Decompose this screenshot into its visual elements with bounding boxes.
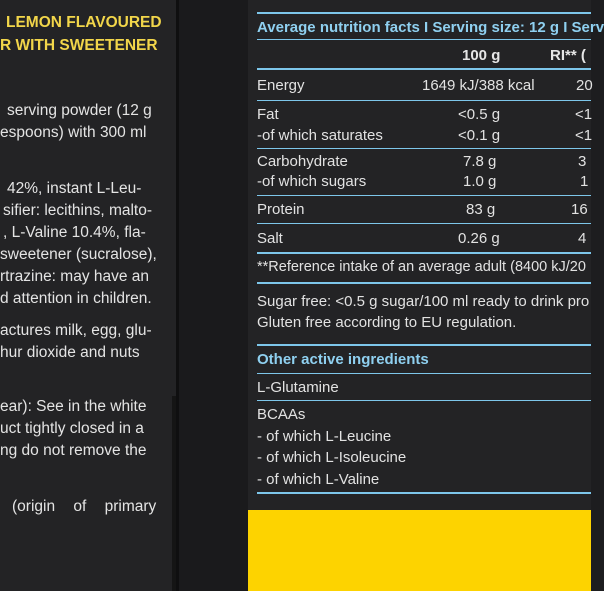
row-ri: <1 [575,106,593,123]
table-bottom-rule [257,282,591,284]
list-item: - of which L-Valine [257,471,380,488]
rule [257,68,591,70]
row-label: Fat [257,106,279,123]
row-value: 0.26 g [458,230,500,247]
text-line: actures milk, egg, glu- [0,322,152,339]
text-line: hur dioxide and nuts [0,344,140,361]
rule [257,100,591,101]
row-label: -of which sugars [257,173,367,190]
text-line: ng do not remove the [0,442,147,459]
sweetener-line: R WITH SWEETENER [0,37,158,54]
row-label: Protein [257,201,305,218]
row-value: 1.0 g [463,173,497,190]
row-value: 7.8 g [463,153,497,170]
row-ri: <1 [575,127,593,144]
row-value: 83 g [466,201,496,218]
rule [257,148,591,149]
row-ri: 1 [580,173,589,190]
rule [257,400,591,401]
list-item: - of which L-Isoleucine [257,449,407,466]
gluten-free-note: Gluten free according to EU regulation. [257,314,517,331]
text-line: ear): See in the white [0,398,147,415]
row-ri: 4 [578,230,587,247]
ingredient-bcaas: BCAAs [257,406,306,423]
rule [257,223,591,224]
rule [257,195,591,196]
package-fold [176,0,248,591]
rule [257,39,591,40]
table-bottom-rule [257,492,591,494]
text-line: d attention in children. [0,290,152,307]
row-ri: 3 [578,153,587,170]
row-value: <0.5 g [458,106,501,123]
nutrition-title: Average nutrition facts I Serving size: 12 g I Serv [257,19,604,36]
row-value: <0.1 g [458,127,501,144]
col-header-100g: 100 g [462,47,501,64]
text-line: serving powder (12 g [7,102,152,119]
text-line: , L-Valine 10.4%, fla- [3,224,146,241]
text-line: 42%, instant L-Leu- [7,180,142,197]
row-label: Energy [257,77,305,94]
list-item: - of which L-Leucine [257,428,392,445]
rule [257,344,591,346]
nutrition-panel [248,0,604,591]
flavour-line: LEMON FLAVOURED [6,14,162,31]
left-label-panel [0,0,176,591]
text-line: espoons) with 300 ml [0,124,147,141]
row-value: 1649 kJ/388 kcal [422,77,535,94]
row-label: Salt [257,230,283,247]
row-label: Carbohydrate [257,153,348,170]
row-ri: 16 [571,201,588,218]
yellow-band [248,510,591,591]
rule [257,373,591,374]
ingredient-glutamine: L-Glutamine [257,379,339,396]
col-header-ri: RI** ( [550,47,586,64]
row-ri: 20 [576,77,593,94]
text-line: rtrazine: may have an [0,268,150,285]
sugar-free-note: Sugar free: <0.5 g sugar/100 ml ready to drink pro [257,293,590,310]
fold-edge [176,0,179,591]
rule [257,252,591,254]
text-line: sweetener (sucralose), [0,246,157,263]
text-line: (origin of primary [12,498,157,515]
table-top-rule [257,12,591,14]
text-line: uct tightly closed in a [0,420,144,437]
row-label: -of which saturates [257,127,383,144]
text-line: sifier: lecithins, malto- [3,202,153,219]
reference-note: **Reference intake of an average adult (8400 kJ/20 [257,259,586,275]
other-ingredients-title: Other active ingredients [257,351,429,368]
